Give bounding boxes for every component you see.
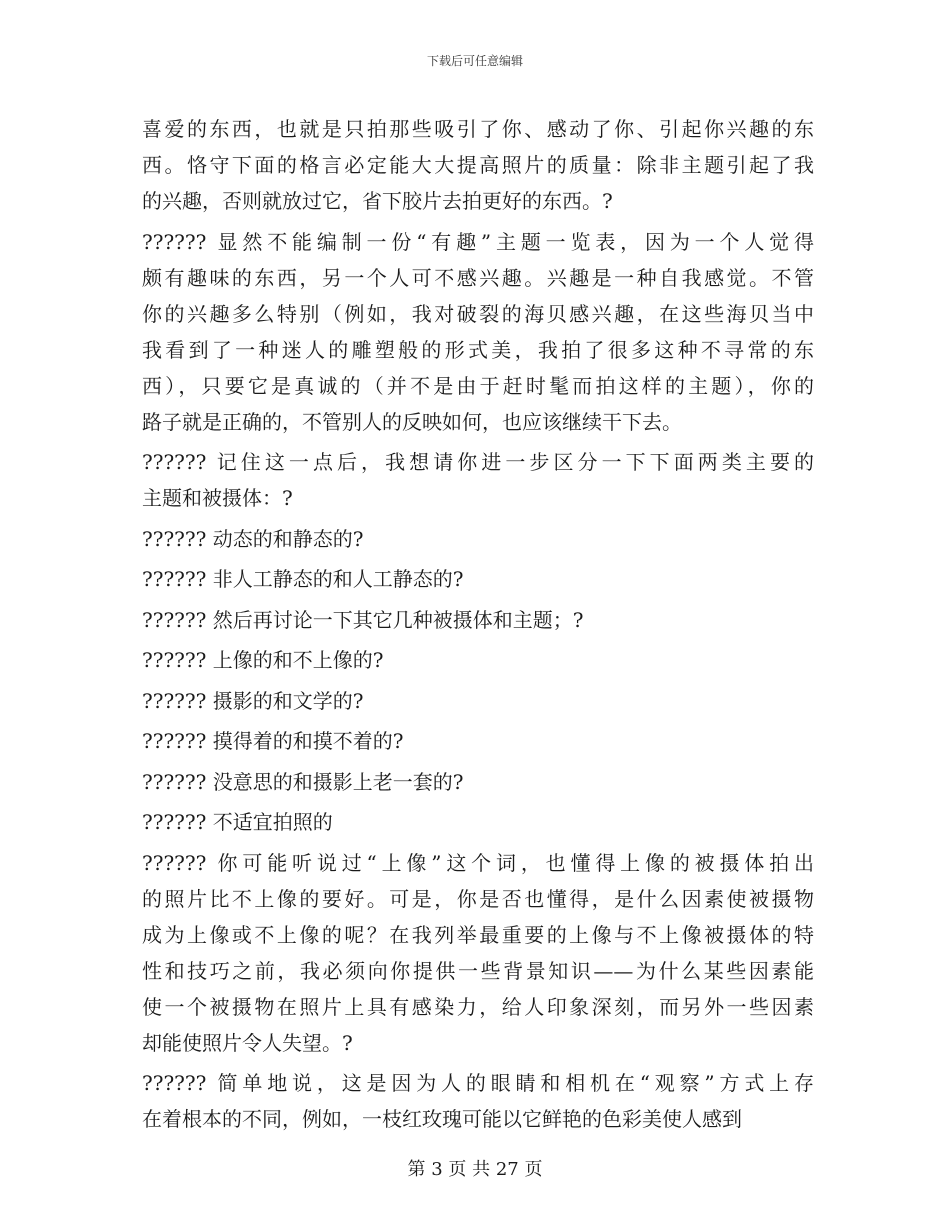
- paragraph: [142, 224, 814, 440]
- text-line: 西。恪守下面的格言必定能大大提高照片的质量：除非主题引起了我: [142, 153, 814, 177]
- text-line: ?????? 显然不能编制一份“有趣”主题一览表，因为一个人觉得: [142, 229, 814, 254]
- paragraph: [142, 723, 814, 759]
- text-line: 主题和被摄体：?: [142, 486, 293, 510]
- paragraph: [142, 111, 814, 219]
- text-line: 却能使照片令人失望。?: [142, 1030, 353, 1055]
- text-line: ?????? 上像的和不上像的?: [142, 648, 384, 672]
- text-line: 成为上像或不上像的呢？在我列举最重要的上像与不上像被摄体的特: [142, 922, 814, 947]
- text-line: ?????? 你可能听说过“上像”这个词，也懂得上像的被摄体拍出: [142, 850, 814, 875]
- text-line: ?????? 简单地说，这是因为人的眼睛和相机在“观察”方式上存: [142, 1071, 814, 1095]
- paragraph: [142, 804, 814, 840]
- paragraph: [142, 444, 814, 516]
- text-line: ?????? 非人工静态的和人工静态的?: [142, 567, 464, 591]
- paragraph: [142, 602, 814, 638]
- text-line: 西），只要它是真诚的（并不是由于赶时髦而拍这样的主题），你的: [142, 373, 814, 398]
- page-header: 下载后可任意编辑: [426, 54, 523, 68]
- paragraph: [142, 683, 814, 719]
- text-line: ?????? 摄影的和文学的?: [142, 688, 364, 713]
- page-footer: 第 3 页 共 27 页: [407, 1159, 543, 1180]
- text-line: ?????? 摸得着的和摸不着的?: [142, 729, 404, 753]
- text-line: ?????? 记住这一点后，我想请你进一步区分一下下面两类主要的: [142, 450, 814, 474]
- text-line: 我看到了一种迷人的雕塑般的形式美，我拍了很多这种不寻常的东: [142, 337, 814, 362]
- text-line: ?????? 不适宜拍照的: [142, 810, 333, 834]
- paragraph: [142, 642, 814, 678]
- text-line: 在着根本的不同，例如，一枝红玫瑰可能以它鲜艳的色彩美使人感到: [142, 1107, 742, 1131]
- text-line: ?????? 动态的和静态的?: [142, 526, 364, 551]
- paragraph: [142, 1065, 814, 1137]
- text-line: 喜爱的东西，也就是只拍那些吸引了你、感动了你、引起你兴趣的东: [142, 117, 814, 141]
- paragraph: [142, 561, 814, 597]
- paragraph: [142, 764, 814, 800]
- text-line: ?????? 然后再讨论一下其它几种被摄体和主题；?: [142, 607, 584, 632]
- text-line: 的照片比不上像的要好。可是，你是否也懂得，是什么因素使被摄物: [142, 886, 814, 911]
- document-body: [142, 111, 814, 1137]
- text-line: ?????? 没意思的和摄影上老一套的?: [142, 769, 464, 794]
- text-line: 性和技巧之前，我必须向你提供一些背景知识——为什么某些因素能: [142, 958, 814, 983]
- text-line: 路子就是正确的，不管别人的反映如何，也应该继续干下去。: [142, 409, 682, 434]
- paragraph: [142, 845, 814, 1061]
- text-line: 颇有趣味的东西，另一个人可不感兴趣。兴趣是一种自我感觉。不管: [142, 265, 814, 290]
- paragraph: [142, 521, 814, 557]
- text-line: 你的兴趣多么特别（例如，我对破裂的海贝感兴趣，在这些海贝当中: [142, 301, 814, 326]
- text-line: 使一个被摄物在照片上具有感染力，给人印象深刻，而另外一些因素: [142, 994, 814, 1019]
- text-line: 的兴趣，否则就放过它，省下胶片去拍更好的东西。?: [142, 189, 613, 213]
